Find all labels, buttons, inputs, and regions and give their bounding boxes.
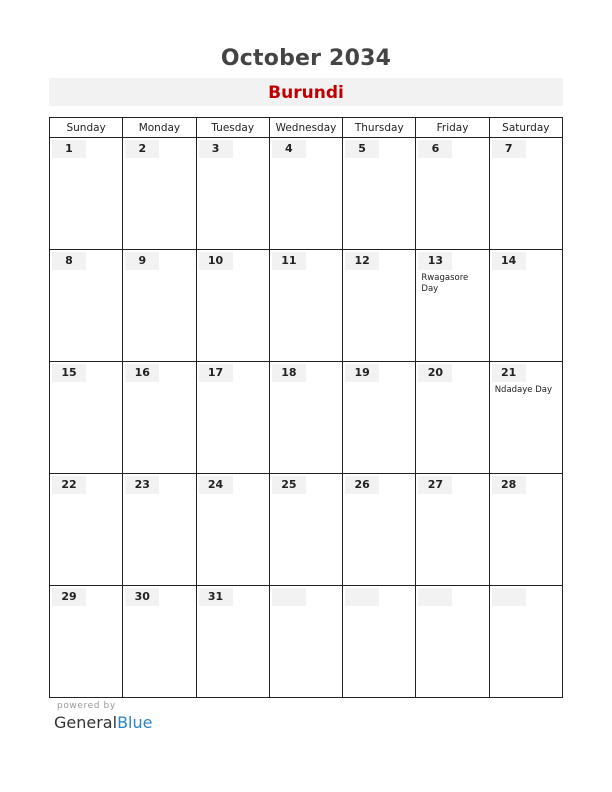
calendar-day-cell[interactable] [50, 250, 123, 362]
day-number: 6 [431, 142, 440, 155]
holiday-label: Rwagasore Day [421, 273, 469, 294]
calendar-day-cell[interactable] [123, 586, 196, 698]
calendar-day-cell[interactable] [343, 586, 416, 698]
day-number-box [125, 140, 159, 158]
calendar-day-cell[interactable] [269, 362, 342, 474]
day-number-box [199, 364, 233, 382]
calendar-day-cell[interactable] [196, 474, 269, 586]
calendar-day-cell[interactable] [123, 138, 196, 250]
calendar-day-cell[interactable] [196, 586, 269, 698]
calendar-day-cell[interactable] [50, 586, 123, 698]
weekday-thursday: Thursday [343, 118, 416, 138]
calendar-day-cell[interactable] [269, 586, 342, 698]
day-number: 25 [281, 478, 297, 491]
day-number: 7 [504, 142, 513, 155]
weekday-wednesday: Wednesday [269, 118, 342, 138]
day-number: 31 [207, 590, 224, 603]
country-banner [49, 78, 563, 106]
day-number-box [418, 140, 452, 158]
powered-by-label: powered by [57, 701, 116, 711]
day-number-box [125, 252, 159, 270]
day-number-box [492, 364, 526, 382]
day-number: 11 [281, 254, 297, 267]
calendar-day-cell[interactable] [489, 138, 562, 250]
calendar-week-row [50, 586, 563, 698]
country-name: Burundi [268, 83, 344, 103]
brand-general: General [54, 713, 118, 732]
calendar-day-cell[interactable] [489, 362, 562, 474]
day-number-box [345, 140, 379, 158]
day-number: 9 [138, 254, 147, 267]
day-number: 24 [207, 478, 224, 491]
weekday-sunday: Sunday [50, 118, 123, 138]
day-number: 19 [354, 366, 370, 379]
day-number-box [125, 364, 159, 382]
day-number: 29 [61, 590, 77, 603]
day-number: 14 [501, 254, 517, 267]
day-number-box [52, 476, 86, 494]
day-number-box [272, 364, 306, 382]
day-number-box [272, 476, 306, 494]
day-number: 15 [61, 366, 77, 379]
day-number: 18 [281, 366, 297, 379]
day-number-box [492, 252, 526, 270]
calendar-day-cell[interactable] [343, 362, 416, 474]
day-number-box [492, 140, 526, 158]
weekday-tuesday: Tuesday [196, 118, 269, 138]
day-number: 1 [65, 142, 73, 155]
weekday-monday: Monday [123, 118, 196, 138]
calendar-day-cell[interactable] [196, 138, 269, 250]
generalblue-logo[interactable] [54, 713, 152, 732]
calendar-day-cell[interactable] [416, 586, 489, 698]
calendar-day-cell[interactable] [416, 474, 489, 586]
calendar-day-cell[interactable] [123, 362, 196, 474]
day-number: 12 [354, 254, 370, 267]
calendar-day-cell[interactable] [343, 474, 416, 586]
calendar-day-cell[interactable] [269, 250, 342, 362]
day-number: 10 [207, 254, 224, 267]
calendar-day-cell[interactable] [50, 138, 123, 250]
day-number-box [492, 476, 526, 494]
day-number-box [125, 588, 159, 606]
holiday-label: Ndadaye Day [494, 385, 553, 395]
day-number-box [492, 588, 526, 606]
calendar-day-cell[interactable] [416, 138, 489, 250]
calendar-day-cell[interactable] [343, 250, 416, 362]
day-number-box [345, 364, 379, 382]
calendar-day-cell[interactable] [50, 474, 123, 586]
calendar-day-cell[interactable] [489, 474, 562, 586]
day-number-box [125, 476, 159, 494]
day-number-box [199, 252, 233, 270]
day-number-box [418, 364, 452, 382]
day-number [272, 588, 306, 606]
calendar-day-cell[interactable] [489, 586, 562, 698]
day-number-box [52, 140, 86, 158]
day-number-box [52, 364, 86, 382]
day-number-box [199, 476, 233, 494]
day-number: 26 [354, 478, 370, 491]
day-number: 3 [211, 142, 220, 155]
weekday-saturday: Saturday [489, 118, 562, 138]
calendar-day-cell[interactable] [269, 138, 342, 250]
calendar-day-cell[interactable] [196, 250, 269, 362]
day-number-box [52, 588, 86, 606]
calendar-day-cell[interactable] [343, 138, 416, 250]
day-number: 2 [138, 142, 147, 155]
weekday-friday: Friday [416, 118, 489, 138]
day-number: 16 [134, 366, 150, 379]
weekday-header-row [50, 118, 563, 138]
calendar-day-cell[interactable] [196, 362, 269, 474]
day-number-box [272, 252, 306, 270]
calendar-day-cell[interactable] [123, 250, 196, 362]
day-number: 20 [427, 366, 444, 379]
day-number-box [418, 476, 452, 494]
brand-blue: Blue [117, 713, 153, 732]
day-number-box [272, 140, 306, 158]
day-number: 30 [134, 590, 150, 603]
calendar-day-cell[interactable] [416, 362, 489, 474]
calendar-day-cell[interactable] [489, 250, 562, 362]
day-number-box [345, 588, 379, 606]
day-number-box [418, 588, 452, 606]
day-number: 13 [427, 254, 444, 267]
day-number: 5 [358, 142, 366, 155]
calendar-week-row [50, 362, 563, 474]
day-number-box [345, 252, 379, 270]
day-number-box [199, 588, 233, 606]
day-number-box [345, 476, 379, 494]
day-number: 4 [285, 142, 293, 155]
calendar-day-cell[interactable] [50, 362, 123, 474]
calendar-day-cell[interactable] [123, 474, 196, 586]
day-number-box [272, 588, 306, 606]
day-number: 23 [134, 478, 150, 491]
day-number: 28 [501, 478, 517, 491]
calendar-grid [49, 117, 563, 698]
day-number-box [52, 252, 86, 270]
calendar-week-row [50, 474, 563, 586]
day-number-box [418, 252, 452, 270]
day-number: 8 [65, 254, 73, 267]
day-number [492, 588, 526, 606]
calendar-day-cell[interactable] [269, 474, 342, 586]
day-number: 22 [61, 478, 77, 491]
day-number: 21 [501, 366, 517, 379]
day-number [418, 588, 452, 606]
calendar-week-row [50, 138, 563, 250]
day-number-box [199, 140, 233, 158]
page-title: October 2034 [220, 46, 392, 71]
day-number [345, 588, 379, 606]
day-number: 17 [207, 366, 224, 379]
calendar-day-cell[interactable] [416, 250, 489, 362]
calendar-week-row [50, 250, 563, 362]
day-number: 27 [427, 478, 444, 491]
